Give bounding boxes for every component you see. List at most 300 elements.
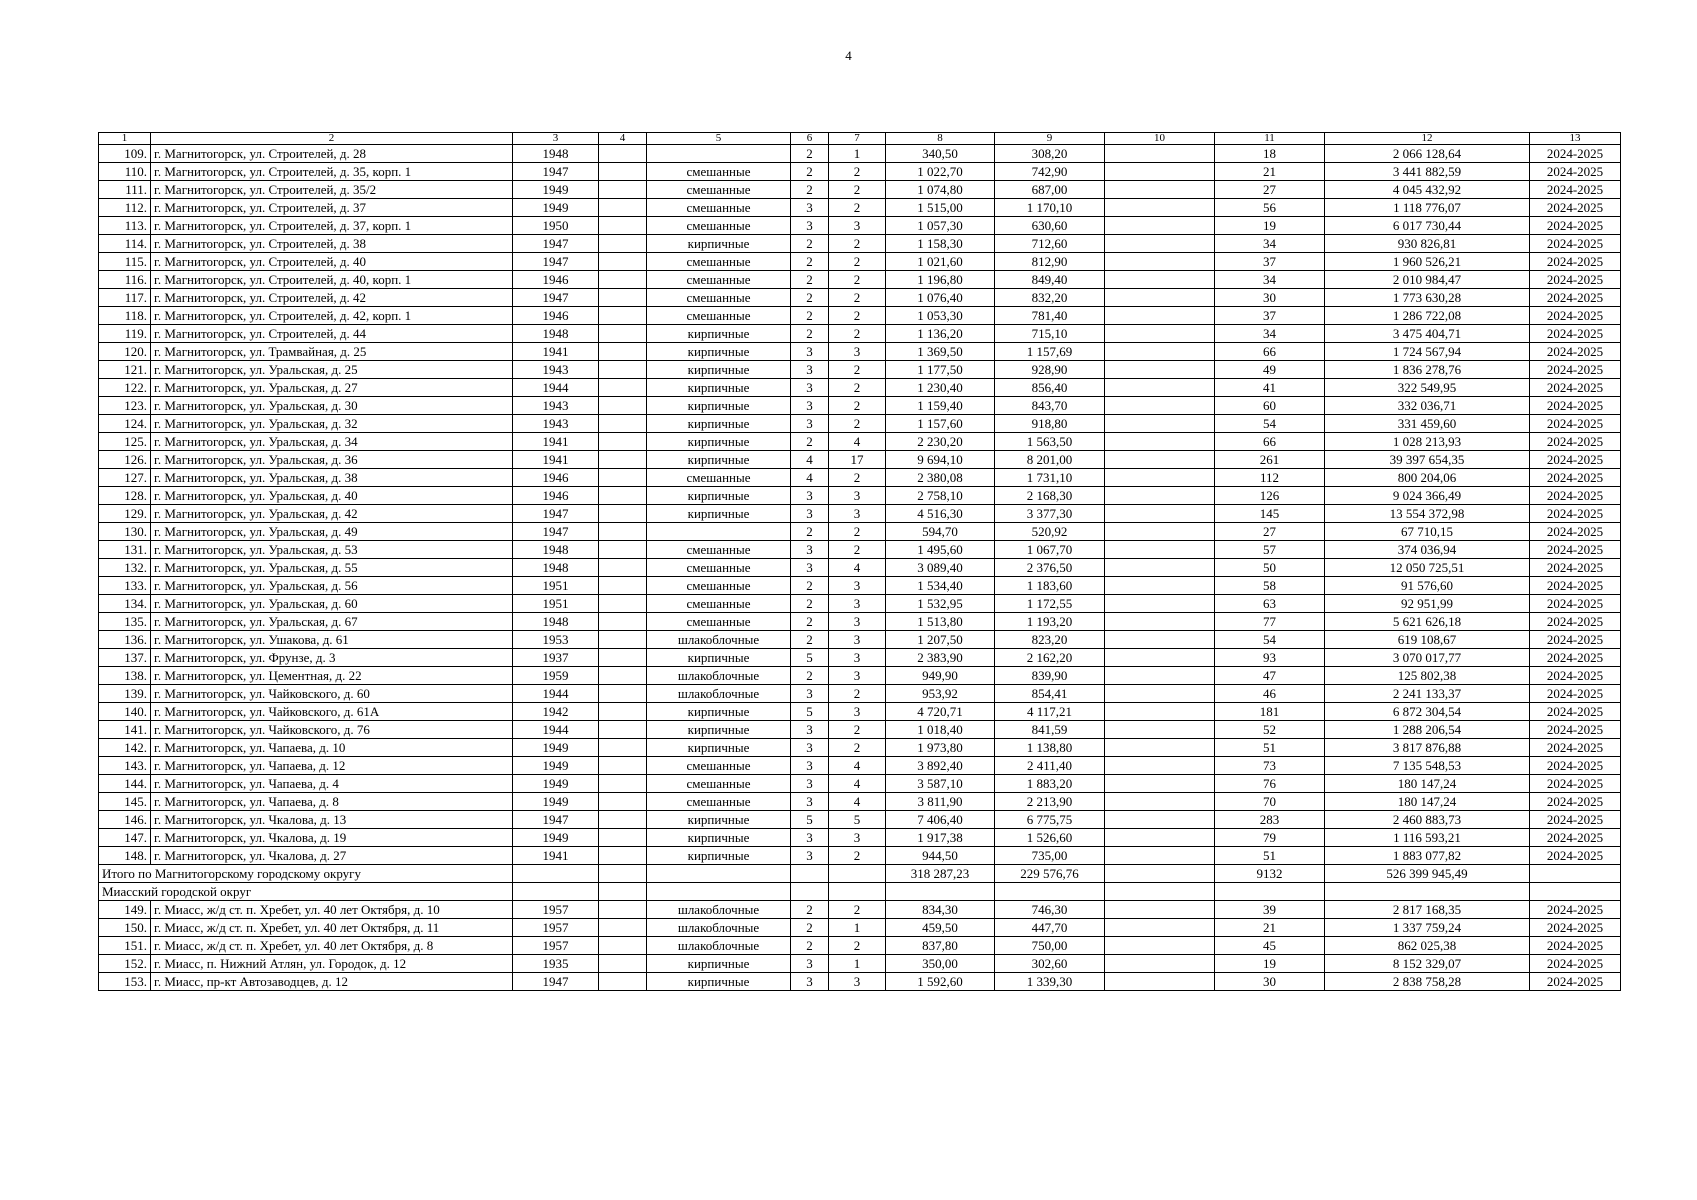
table-cell [1105,505,1215,523]
table-cell: 1 067,70 [995,541,1105,559]
table-cell: 2 [829,253,886,271]
table-cell: 116. [99,271,151,289]
table-cell: 3 [791,217,829,235]
table-cell [599,667,647,685]
table-cell: 619 108,67 [1325,631,1530,649]
table-cell: 63 [1215,595,1325,613]
table-cell: 2 [829,937,886,955]
table-cell: 2 380,08 [886,469,995,487]
table-cell: 2024-2025 [1530,415,1621,433]
table-cell: 2 376,50 [995,559,1105,577]
table-cell: 1951 [513,577,599,595]
table-cell: 1943 [513,415,599,433]
table-cell: 50 [1215,559,1325,577]
table-row [99,469,1621,487]
table-cell: 1944 [513,379,599,397]
table-cell: 862 025,38 [1325,937,1530,955]
table-cell: 841,59 [995,721,1105,739]
table-cell: смешанные [647,181,791,199]
table-row [99,847,1621,865]
table-row [99,649,1621,667]
table-cell: г. Магнитогорск, ул. Фрунзе, д. 3 [151,649,513,667]
table-cell: г. Магнитогорск, ул. Строителей, д. 38 [151,235,513,253]
table-cell: 854,41 [995,685,1105,703]
table-cell: г. Магнитогорск, ул. Цементная, д. 22 [151,667,513,685]
table-cell: 2024-2025 [1530,973,1621,991]
table-cell: 1949 [513,199,599,217]
table-cell: кирпичные [647,415,791,433]
table-cell: 2024-2025 [1530,307,1621,325]
table-cell: 181 [1215,703,1325,721]
table-cell: г. Миасс, ж/д ст. п. Хребет, ул. 40 лет Октября, д. 11 [151,919,513,937]
table-cell [1105,325,1215,343]
table-cell: 1 136,20 [886,325,995,343]
table-cell: 144. [99,775,151,793]
table-cell: 8 201,00 [995,451,1105,469]
table-cell: смешанные [647,469,791,487]
table-cell: г. Магнитогорск, ул. Строителей, д. 40 [151,253,513,271]
table-cell: 113. [99,217,151,235]
table-cell: г. Магнитогорск, ул. Уральская, д. 60 [151,595,513,613]
table-cell: 1947 [513,289,599,307]
table-cell: 37 [1215,307,1325,325]
table-cell: 138. [99,667,151,685]
table-cell: 1946 [513,487,599,505]
table-cell: 1 118 776,07 [1325,199,1530,217]
table-cell: 1947 [513,811,599,829]
table-cell: 3 [791,847,829,865]
column-header: 10 [1105,133,1215,145]
table-cell: 1 [829,955,886,973]
table-cell: 1946 [513,307,599,325]
table-row [99,973,1621,991]
table-cell [1105,631,1215,649]
table-cell: 1 196,80 [886,271,995,289]
table-cell: 1946 [513,271,599,289]
table-cell [1105,613,1215,631]
table-cell: 60 [1215,397,1325,415]
table-cell: шлакоблочные [647,667,791,685]
table-cell: 1 [829,145,886,163]
table-cell: 111. [99,181,151,199]
table-cell: 57 [1215,541,1325,559]
table-cell [1105,649,1215,667]
table-cell [1105,847,1215,865]
table-cell: 1 563,50 [995,433,1105,451]
table-cell [1105,487,1215,505]
table-cell: 37 [1215,253,1325,271]
table-cell: 4 045 432,92 [1325,181,1530,199]
table-cell: 18 [1215,145,1325,163]
table-cell: 1 158,30 [886,235,995,253]
table-cell: 1 515,00 [886,199,995,217]
table-cell: г. Магнитогорск, ул. Уральская, д. 53 [151,541,513,559]
table-cell: г. Магнитогорск, ул. Уральская, д. 30 [151,397,513,415]
table-row [99,793,1621,811]
page-number: 4 [845,48,852,63]
table-row [99,487,1621,505]
table-cell: 6 872 304,54 [1325,703,1530,721]
table-cell: 1944 [513,721,599,739]
table-cell: шлакоблочные [647,937,791,955]
table-cell: 2024-2025 [1530,541,1621,559]
table-cell [1105,757,1215,775]
table-cell: 2024-2025 [1530,955,1621,973]
table-row [99,523,1621,541]
table-cell: 147. [99,829,151,847]
column-number-row [99,133,1621,145]
table-cell: шлакоблочные [647,901,791,919]
table-cell: 742,90 [995,163,1105,181]
table-cell: 117. [99,289,151,307]
table-cell: 332 036,71 [1325,397,1530,415]
table-cell: 6 775,75 [995,811,1105,829]
table-cell: 823,20 [995,631,1105,649]
table-cell: 3 892,40 [886,757,995,775]
table-cell: 1 883,20 [995,775,1105,793]
table-cell: 4 [829,433,886,451]
table-cell: 447,70 [995,919,1105,937]
table-cell: 17 [829,451,886,469]
table-cell: 148. [99,847,151,865]
table-cell: 125 802,38 [1325,667,1530,685]
table-cell: 261 [1215,451,1325,469]
table-cell: 2024-2025 [1530,703,1621,721]
table-row [99,901,1621,919]
table-row [99,325,1621,343]
table-cell [599,541,647,559]
table-cell: 5 621 626,18 [1325,613,1530,631]
table-cell: г. Миасс, п. Нижний Атлян, ул. Городок, д. 12 [151,955,513,973]
table-cell: 1941 [513,451,599,469]
table-cell: 928,90 [995,361,1105,379]
table-cell: 1 116 593,21 [1325,829,1530,847]
column-header: 11 [1215,133,1325,145]
table-cell: 2 010 984,47 [1325,271,1530,289]
table-cell: 45 [1215,937,1325,955]
table-row [99,235,1621,253]
table-cell [1105,253,1215,271]
column-header: 1 [99,133,151,145]
table-cell: 92 951,99 [1325,595,1530,613]
table-cell: кирпичные [647,811,791,829]
table-cell: 308,20 [995,145,1105,163]
table-cell: 1949 [513,739,599,757]
table-cell: 3 [829,829,886,847]
table-cell: 2 [791,631,829,649]
table-cell: 119. [99,325,151,343]
table-cell: 1 [829,919,886,937]
table-cell: 13 554 372,98 [1325,505,1530,523]
table-cell: 1941 [513,847,599,865]
table-cell: 152. [99,955,151,973]
table-cell: 1 960 526,21 [1325,253,1530,271]
table-cell [1105,829,1215,847]
table-cell: 143. [99,757,151,775]
table-cell: 2024-2025 [1530,919,1621,937]
table-cell: 2024-2025 [1530,667,1621,685]
table-cell [1105,361,1215,379]
table-cell: 3 [791,361,829,379]
table-cell: г. Магнитогорск, ул. Строителей, д. 42, корп. 1 [151,307,513,325]
table-cell: 2024-2025 [1530,469,1621,487]
table-cell: 3 [791,739,829,757]
table-row [99,631,1621,649]
table-cell: смешанные [647,163,791,181]
table-cell: 2024-2025 [1530,811,1621,829]
table-cell: 1 532,95 [886,595,995,613]
table-cell: 839,90 [995,667,1105,685]
table-cell: кирпичные [647,505,791,523]
table-cell [1105,235,1215,253]
table-cell: 3 [829,667,886,685]
table-cell: 3 [791,829,829,847]
table-cell: 1 053,30 [886,307,995,325]
table-cell [1105,451,1215,469]
table-cell: 1 170,10 [995,199,1105,217]
table-cell: 812,90 [995,253,1105,271]
table-cell: 2 [829,739,886,757]
table-cell: 2024-2025 [1530,775,1621,793]
table-cell: г. Магнитогорск, ул. Чкалова, д. 19 [151,829,513,847]
table-cell: 1949 [513,775,599,793]
table-cell: 3 [829,343,886,361]
table-cell: г. Магнитогорск, ул. Строителей, д. 37 [151,199,513,217]
table-cell [1105,523,1215,541]
table-cell: г. Магнитогорск, ул. Чкалова, д. 13 [151,811,513,829]
table-cell: 1 028 213,93 [1325,433,1530,451]
table-cell [599,253,647,271]
table-row [99,343,1621,361]
table-cell: 2024-2025 [1530,937,1621,955]
table-cell [599,721,647,739]
table-cell: 1 076,40 [886,289,995,307]
table-cell: 5 [791,811,829,829]
table-cell: 1 157,60 [886,415,995,433]
table-cell: 12 050 725,51 [1325,559,1530,577]
table-cell: 2024-2025 [1530,829,1621,847]
table-cell: 1941 [513,433,599,451]
table-cell: 109. [99,145,151,163]
table-cell: 2 [829,271,886,289]
table-cell: 1 286 722,08 [1325,307,1530,325]
table-row [99,505,1621,523]
table-cell [599,919,647,937]
table-cell: 125. [99,433,151,451]
table-cell: 2024-2025 [1530,361,1621,379]
table-cell: 2 [829,541,886,559]
table-cell: г. Магнитогорск, ул. Уральская, д. 55 [151,559,513,577]
table-cell: г. Магнитогорск, ул. Чапаева, д. 4 [151,775,513,793]
table-cell [599,379,647,397]
table-cell: смешанные [647,289,791,307]
table-cell: 1947 [513,523,599,541]
table-cell: 4 720,71 [886,703,995,721]
table-cell: 73 [1215,757,1325,775]
table-cell [599,433,647,451]
table-cell: 2024-2025 [1530,631,1621,649]
table-cell [599,739,647,757]
table-cell: 350,00 [886,955,995,973]
table-row [99,271,1621,289]
table-cell: 2 [791,937,829,955]
table-cell: 4 516,30 [886,505,995,523]
table-cell: 133. [99,577,151,595]
table-row [99,181,1621,199]
table-row [99,217,1621,235]
table-cell: 27 [1215,523,1325,541]
table-cell: 27 [1215,181,1325,199]
table-cell: 54 [1215,631,1325,649]
table-cell: 953,92 [886,685,995,703]
table-cell: 1 883 077,82 [1325,847,1530,865]
table-cell: 122. [99,379,151,397]
table-row [99,415,1621,433]
table-cell [599,649,647,667]
table-cell: 3 [791,559,829,577]
table-row [99,775,1621,793]
table-cell: 3 [791,721,829,739]
table-cell [1105,901,1215,919]
table-cell: 34 [1215,325,1325,343]
table-cell: 283 [1215,811,1325,829]
table-cell [599,505,647,523]
table-cell: 30 [1215,973,1325,991]
table-cell: г. Магнитогорск, ул. Чайковского, д. 76 [151,721,513,739]
table-cell: 58 [1215,577,1325,595]
column-header: 12 [1325,133,1530,145]
table-cell: 944,50 [886,847,995,865]
table-cell: 1950 [513,217,599,235]
table-cell [1105,433,1215,451]
table-cell: 1 159,40 [886,397,995,415]
table-cell: г. Магнитогорск, ул. Строителей, д. 35, корп. 1 [151,163,513,181]
table-cell [599,361,647,379]
section-row [99,883,1621,901]
table-cell: 1 731,10 [995,469,1105,487]
table-cell: 1 018,40 [886,721,995,739]
table-cell: 3 [829,505,886,523]
table-row [99,703,1621,721]
table-cell: 146. [99,811,151,829]
table-cell: 3 [791,505,829,523]
table-cell: 1935 [513,955,599,973]
table-cell: 2 [791,325,829,343]
table-cell [599,307,647,325]
table-cell: 1946 [513,469,599,487]
table-cell: кирпичные [647,973,791,991]
table-cell: г. Магнитогорск, ул. Чайковского, д. 60 [151,685,513,703]
table-cell: 47 [1215,667,1325,685]
table-cell: 56 [1215,199,1325,217]
table-cell: 79 [1215,829,1325,847]
table-row [99,361,1621,379]
table-cell: 1948 [513,325,599,343]
summary-block [99,865,1621,901]
table-cell: кирпичные [647,325,791,343]
table-cell: 1 513,80 [886,613,995,631]
table-cell [599,631,647,649]
table-cell [1105,775,1215,793]
table-cell: 180 147,24 [1325,793,1530,811]
table-cell: 145. [99,793,151,811]
table-cell: 2 [829,307,886,325]
table-cell: 1957 [513,901,599,919]
table-cell [1105,955,1215,973]
column-header: 13 [1530,133,1621,145]
table-row [99,397,1621,415]
table-row [99,613,1621,631]
table-cell: 3 587,10 [886,775,995,793]
table-cell: 1 022,70 [886,163,995,181]
table-cell: 2 [791,253,829,271]
table-cell: 76 [1215,775,1325,793]
table-cell: 1947 [513,505,599,523]
table-row [99,253,1621,271]
table-cell: 7 406,40 [886,811,995,829]
table-cell: 30 [1215,289,1325,307]
table-cell: 2 [829,847,886,865]
table-cell: г. Миасс, пр-кт Автозаводцев, д. 12 [151,973,513,991]
table-cell: 1942 [513,703,599,721]
table-cell: 1 172,55 [995,595,1105,613]
table-cell: 3 070 017,77 [1325,649,1530,667]
table-cell [1105,937,1215,955]
table-cell: 2 [791,181,829,199]
total-residents: 9132 [1215,865,1325,883]
table-row [99,955,1621,973]
table-cell: 2024-2025 [1530,253,1621,271]
table-cell: 1 074,80 [886,181,995,199]
table-cell: 39 [1215,901,1325,919]
table-cell: 2 [829,469,886,487]
table-cell: 930 826,81 [1325,235,1530,253]
table-cell: 2024-2025 [1530,271,1621,289]
table-cell: 2 162,20 [995,649,1105,667]
table-cell: 3 [829,613,886,631]
table-cell: кирпичные [647,451,791,469]
table-cell: 1 021,60 [886,253,995,271]
table-cell: 1949 [513,757,599,775]
table-cell: 630,60 [995,217,1105,235]
table-cell: 1 183,60 [995,577,1105,595]
table-row [99,667,1621,685]
table-cell: г. Магнитогорск, ул. Строителей, д. 44 [151,325,513,343]
table-cell: 2024-2025 [1530,739,1621,757]
table-cell: 843,70 [995,397,1105,415]
table-cell: 2 213,90 [995,793,1105,811]
table-cell: г. Магнитогорск, ул. Чапаева, д. 8 [151,793,513,811]
table-cell: г. Миасс, ж/д ст. п. Хребет, ул. 40 лет Октября, д. 10 [151,901,513,919]
table-cell: г. Магнитогорск, ул. Чкалова, д. 27 [151,847,513,865]
table-cell: 2024-2025 [1530,721,1621,739]
table-cell: 2024-2025 [1530,199,1621,217]
table-cell: 3 [791,973,829,991]
table-cell: 2 [829,379,886,397]
table-cell: 4 [791,451,829,469]
table-cell: 118. [99,307,151,325]
table-cell [599,487,647,505]
table-cell [1105,145,1215,163]
table-cell: 112 [1215,469,1325,487]
table-cell: 2 [791,433,829,451]
table-cell [599,145,647,163]
table-cell: 2 230,20 [886,433,995,451]
table-cell: 2024-2025 [1530,649,1621,667]
table-cell: кирпичные [647,487,791,505]
table-cell: шлакоблочные [647,685,791,703]
table-cell [1105,667,1215,685]
